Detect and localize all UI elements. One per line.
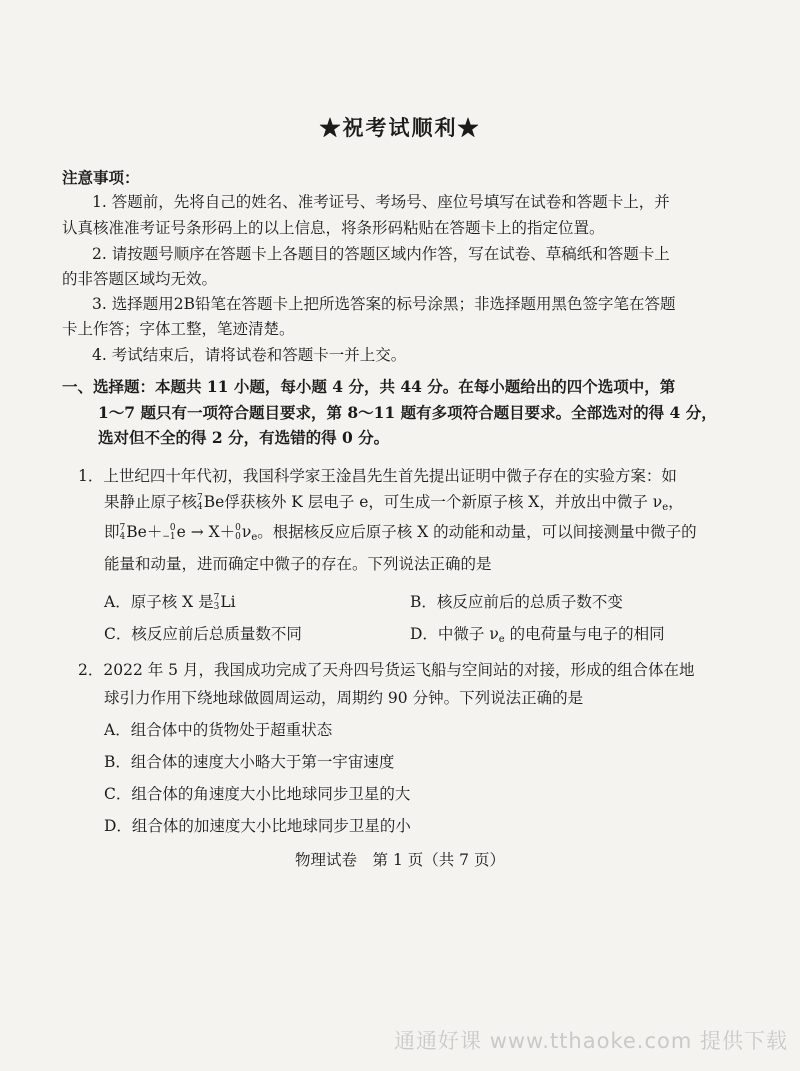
blessing-header: ★祝考试顺利★ [319, 115, 481, 140]
q1-option-d [410, 624, 665, 650]
q1-line-4: 能量和动量，进而确定中微子的存在。下列说法正确的是 [104, 555, 492, 573]
q1-line-3-text-a: 即 [104, 523, 120, 541]
section-1-line-2: 1～7 题只有一项符合题目要求，第 8～11 题有多项符合题目要求。全部选对的得 4 分， [98, 403, 717, 422]
eq-be-charge: 4 [119, 532, 126, 542]
notice-item-1-line-1: 1. 答题前，先将自己的姓名、准考证号、考场号、座位号填写在试卷和答题卡上，并 [92, 193, 670, 211]
li-symbol: Li [220, 593, 236, 611]
q2-line-2: 球引力作用下绕地球做圆周运动，周期约 90 分钟。下列说法正确的是 [104, 689, 584, 707]
section-1-line-3: 选对但不全的得 2 分，有选错的得 0 分。 [98, 428, 390, 447]
q1-option-d-text-b: 的电荷量与电子的相同 [504, 625, 665, 643]
be-mass-number: 7 [197, 493, 203, 503]
notice-item-3-line-1: 3. 选择题用2B铅笔在答题卡上把所选答案的标号涂黑；非选择题用黑色签字笔在答题 [92, 295, 676, 313]
eq-nu-mass: 0 [235, 523, 241, 533]
eq-e: e → X＋ [176, 523, 236, 541]
be-isotope-label [197, 494, 203, 512]
notice-item-3-line-2: 卡上作答；字体工整，笔迹清楚。 [62, 320, 295, 338]
q2-line-1: 2．2022 年 5 月，我国成功完成了天舟四号货运飞船与空间站的对接，形成的组合体在地 [78, 661, 695, 679]
notice-item-4: 4. 考试结束后，请将试卷和答题卡一并上交。 [92, 346, 407, 364]
q1-line-3 [104, 522, 697, 548]
eq-be: Be＋ [126, 523, 163, 541]
q1-option-a [104, 592, 236, 612]
q1-option-c: C．核反应前后总质量数不同 [104, 625, 302, 643]
page-footer: 物理试卷 第 1 页（共 7 页） [295, 851, 505, 869]
eq-be-isotope-label [120, 524, 126, 542]
be-symbol: Be [203, 493, 225, 511]
q1-line-3-text-b: 。根据核反应后原子核 X 的动能和动量，可以间接测量中微子的 [257, 523, 697, 541]
q1-line-2 [104, 492, 684, 518]
notice-item-2-line-2: 的非答题区域均无效。 [62, 270, 218, 288]
watermark-text: 通通好课 www.tthaoke.com 提供下载 [394, 1029, 788, 1053]
nu-subscript: e [662, 502, 669, 513]
q1-line-2-text-a: 果静止原子核 [104, 493, 198, 511]
q1-line-1: 1．上世纪四十年代初，我国科学家王淦昌先生首先提出证明中微子存在的实验方案：如 [78, 467, 677, 485]
eq-nu-charge: 0 [235, 532, 241, 542]
q1-option-d-text-a: D．中微子 ν [410, 625, 499, 643]
q2-option-a: A．组合体中的货物处于超重状态 [104, 721, 333, 739]
li-isotope-label [214, 594, 220, 612]
be-charge-number: 4 [197, 502, 203, 512]
notice-title: 注意事项： [62, 168, 140, 187]
eq-be-mass: 7 [119, 523, 126, 533]
eq-e-mass: 0 [169, 523, 176, 533]
q1-option-d-nu-subscript: e [498, 634, 505, 645]
eq-nu-subscript: e [251, 532, 258, 543]
section-1-line-1: 一、选择题：本题共 11 小题，每小题 4 分，共 44 分。在每小题给出的四个选项中，第 [62, 377, 676, 396]
eq-nu: ν [241, 523, 252, 541]
q2-option-c: C．组合体的角速度大小比地球同步卫星的大 [104, 785, 411, 803]
q2-option-d: D．组合体的加速度大小比地球同步卫星的小 [104, 817, 411, 835]
eq-nu-isotope-label [235, 524, 241, 542]
li-charge-number: 3 [213, 602, 220, 612]
eq-e-charge: −1 [162, 532, 176, 542]
q1-option-a-text: A．原子核 X 是 [104, 593, 214, 611]
q1-line-2-text-c: ， [668, 493, 684, 511]
notice-item-1-line-2: 认真核准准考证号条形码上的以上信息，将条形码粘贴在答题卡上的指定位置。 [62, 219, 605, 237]
q2-option-b: B．组合体的速度大小略大于第一宇宙速度 [104, 753, 395, 771]
eq-e-isotope-label [162, 524, 175, 542]
notice-item-2-line-1: 2. 请按题号顺序在答题卡上各题目的答题区域内作答，写在试卷、草稿纸和答题卡上 [92, 245, 670, 263]
q1-option-b: B．核反应前后的总质子数不变 [410, 593, 623, 611]
li-mass-number: 7 [213, 593, 220, 603]
q1-line-2-text-b: 俘获核外 K 层电子 e，可生成一个新原子核 X，并放出中微子 ν [224, 493, 663, 511]
